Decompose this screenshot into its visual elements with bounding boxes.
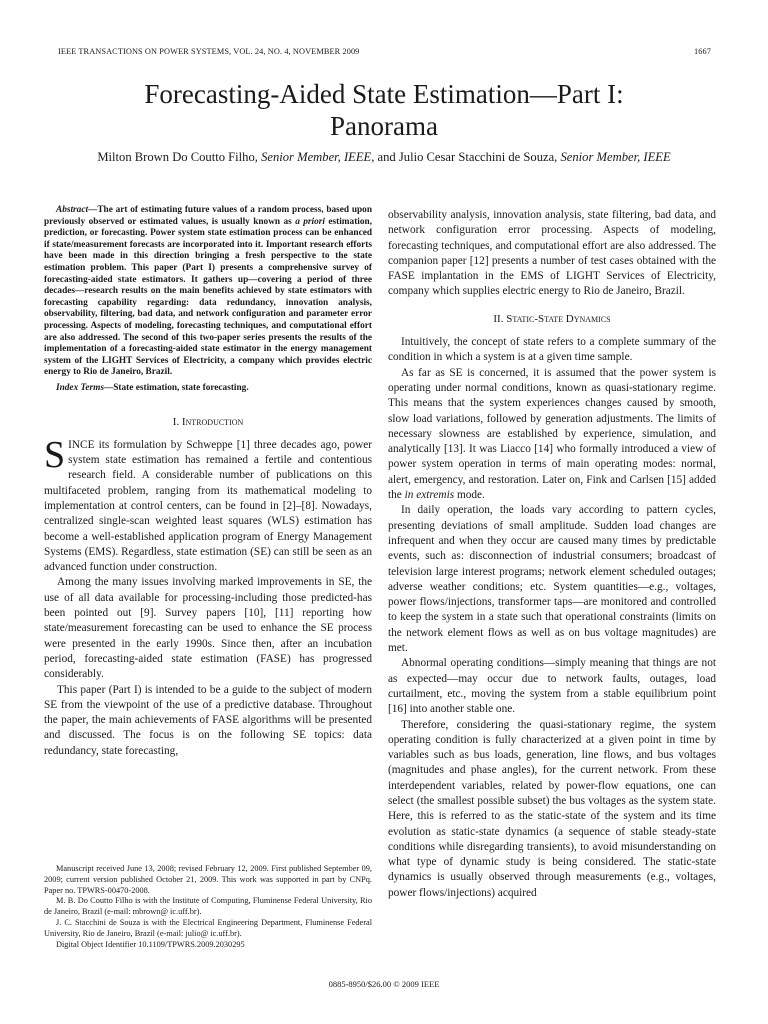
in-extremis-term: in extremis	[404, 489, 455, 502]
footnote-manuscript: Manuscript received June 13, 2008; revised February 12, 2009. First published September 09, 2009; current version published October 21, 2009. This work was supported in part by CNPq. Paper no. TPWRS-00470-2008.	[44, 864, 372, 895]
intro-paragraph-continued: observability analysis, innovation analysis, state filtering, bad data, and network configuration error processing. Aspects of modeling, forecasting techniques, and computational effort are also addressed. The companion paper [12] presents a number of test cases obtained with the FASE implantation in the EMS of LIGHT Services of Electricity, company which supplies electric energy to Rio de Janeiro, Brazil.	[388, 209, 716, 298]
author-1: Milton Brown Do Coutto Filho,	[97, 150, 258, 164]
author-line	[0, 150, 768, 165]
sec2-paragraph-2: As far as SE is concerned, it is assumed that the power system is operating under normal conditions, known as quasi-stationary regime. This means that the system experiences changes caused by smooth, slow load variations, followed by generation adjustments. The limits of necessary slowness are established by experience, simulation, and analytically [13]. It was Liacco [14] who formally introduced a view of power system operation in terms of main operating modes: normal, alert, emergency, and restoration. Later on, Fink and Carlsen [15] added the in extremis mode.	[388, 366, 716, 502]
title-line-1: Forecasting-Aided State Estimation—Part I:	[144, 79, 624, 109]
index-terms: Index Terms—State estimation, state forecasting.	[56, 382, 249, 393]
sec2-paragraph-1: Intuitively, the concept of state refers to a complete summary of the condition in which a system is at a given time sample.	[388, 336, 716, 364]
abstract: Abstract—The art of estimating future values of a random process, based upon previously observed or estimated values, is usually known as a priori estimation, prediction, or forecasting. Power system state estimation process can be enhanced if state/measurement forecasts are incorporated into it. Important research efforts have been made in this direction bringing a fresh perspective to the state estimation problem. This paper (Part I) presents a comprehensive survey of forecasting-aided state estimators. It gathers up—covering a period of three decades—research results on the main benefits achieved by state estimators with forecasting capability regarding: data redundancy, innovation analysis, observability, filtering, bad data, and network configuration and parameter error processing. Aspects of modeling, forecasting techniques, and computational effort are also addressed. The second of this two-paper series presents the results of the implementation of a forecasting-aided state estimator in the energy management system of the LIGHT Services of Electricity, a company which provides electric energy to Rio de Janeiro, Brazil.	[44, 205, 373, 378]
footnote-doi: Digital Object Identifier 10.1109/TPWRS.2009.2030295	[56, 939, 245, 949]
intro-paragraph-2: Among the many issues involving marked improvements in SE, the use of all data available for processing-including those predicted-has been pointed out [9]. Survey papers [10], [11] reporting how state/measurement forecasting can be used to enhance the SE process were presented in the early 1990s. Since then, after an incubation period, forecasting-aided state estimation (FASE) has progressed considerably.	[44, 576, 372, 681]
a-priori-term: a priori	[295, 216, 325, 227]
author-2-role: Senior Member, IEEE	[560, 150, 671, 164]
page-number: 1667	[694, 47, 711, 56]
right-column	[388, 205, 716, 901]
footnote-block	[44, 864, 372, 950]
title-line-2: Panorama	[330, 111, 438, 141]
sec2-paragraph-5: Therefore, considering the quasi-stationary regime, the system operating condition is fully characterized at a given point in time by variables such as bus loads, generation, line flows, and bus voltages (magnitudes and phase angles), for the current network. From these interdependent variables, related by power-flow equations, one can select (the smallest possible subset) the bus voltages as the system state. Here, this is referred to as the static-state of the system and its time evolution as static-state dynamics (a sequence of stable steady-state conditions while disregarding transients), to avoid misunderstanding on what type of dynamic study is being considered. The static-state dynamics is usually observed through measurements (e.g., voltages, power flows/injections) acquired	[388, 718, 716, 899]
copyright-footer: 0885-8950/$26.00 © 2009 IEEE	[328, 979, 440, 989]
drop-cap: S	[44, 433, 66, 476]
footnote-author-1: M. B. Do Coutto Filho is with the Institute of Computing, Fluminense Federal University, Rio de Janeiro, Brazil (e-mail: mbrown@ ic.uff.br).	[44, 896, 372, 917]
section-heading-introduction: I. Introduction	[172, 415, 244, 428]
journal-name: IEEE TRANSACTIONS ON POWER SYSTEMS, VOL. 24, NO. 4, NOVEMBER 2009	[58, 47, 360, 56]
author-conjunction: and	[377, 150, 396, 164]
intro-paragraph-3: This paper (Part I) is intended to be a guide to the subject of modern SE from the viewpoint of the use of a predictive database. Throughout the paper, the main achievements of FASE algorithms will be presented and discussed. The focus is on the following SE topics: data redundancy, state forecasting,	[44, 683, 372, 757]
paper-title	[0, 78, 768, 142]
abstract-label: Abstract—	[56, 205, 98, 215]
sec2-paragraph-3: In daily operation, the loads vary according to pattern cycles, presenting deviations of small amplitude. Sudden load changes are infrequent and when they occur are caused many times by predictable events, such as: disconnection of industrial consumers; broadcast of television large interest programs; network element scheduled outages; adverse weather conditions; etc. System quantities—e.g., voltages, power flows/injections, transformer taps—are monitored and controlled to keep the system in a state such that operational constraints (limits on the network element flows as well as on bus voltage magnitudes) are met.	[388, 504, 716, 655]
author-1-role: Senior Member, IEEE,	[261, 150, 375, 164]
author-2: Julio Cesar Stacchini de Souza,	[398, 150, 558, 164]
section-heading-static-state-dynamics: II. Static-State Dynamics	[493, 312, 611, 325]
footnote-author-2: J. C. Stacchini de Souza is with the Electrical Engineering Department, Fluminense Federal University, Rio de Janeiro, Brazil (e-mail: julio@ ic.uff.br).	[44, 917, 372, 938]
sec2-paragraph-4: Abnormal operating conditions—simply meaning that things are not as expected—may occur due to network faults, outages, load curtailment, etc., moving the system from a stable equilibrium point [16] into another stable one.	[388, 657, 716, 716]
intro-paragraph-1: SINCE its formulation by Schweppe [1] three decades ago, power system state estimation has remained a fertile and contentious research field. A considerable number of publications on this multifaceted problem, ranging from its mathematical modeling to implementation at control centers, can be found in [2]–[8]. Nowadays, centralized single-scan weighted least squares (WLS) estimation has become a well-established application program of Energy Management Systems (EMS). Regardless, state estimation (SE) can still be seen as an advanced function under construction.	[44, 433, 372, 574]
index-terms-label: Index Terms—	[56, 382, 114, 393]
left-column	[44, 205, 372, 759]
